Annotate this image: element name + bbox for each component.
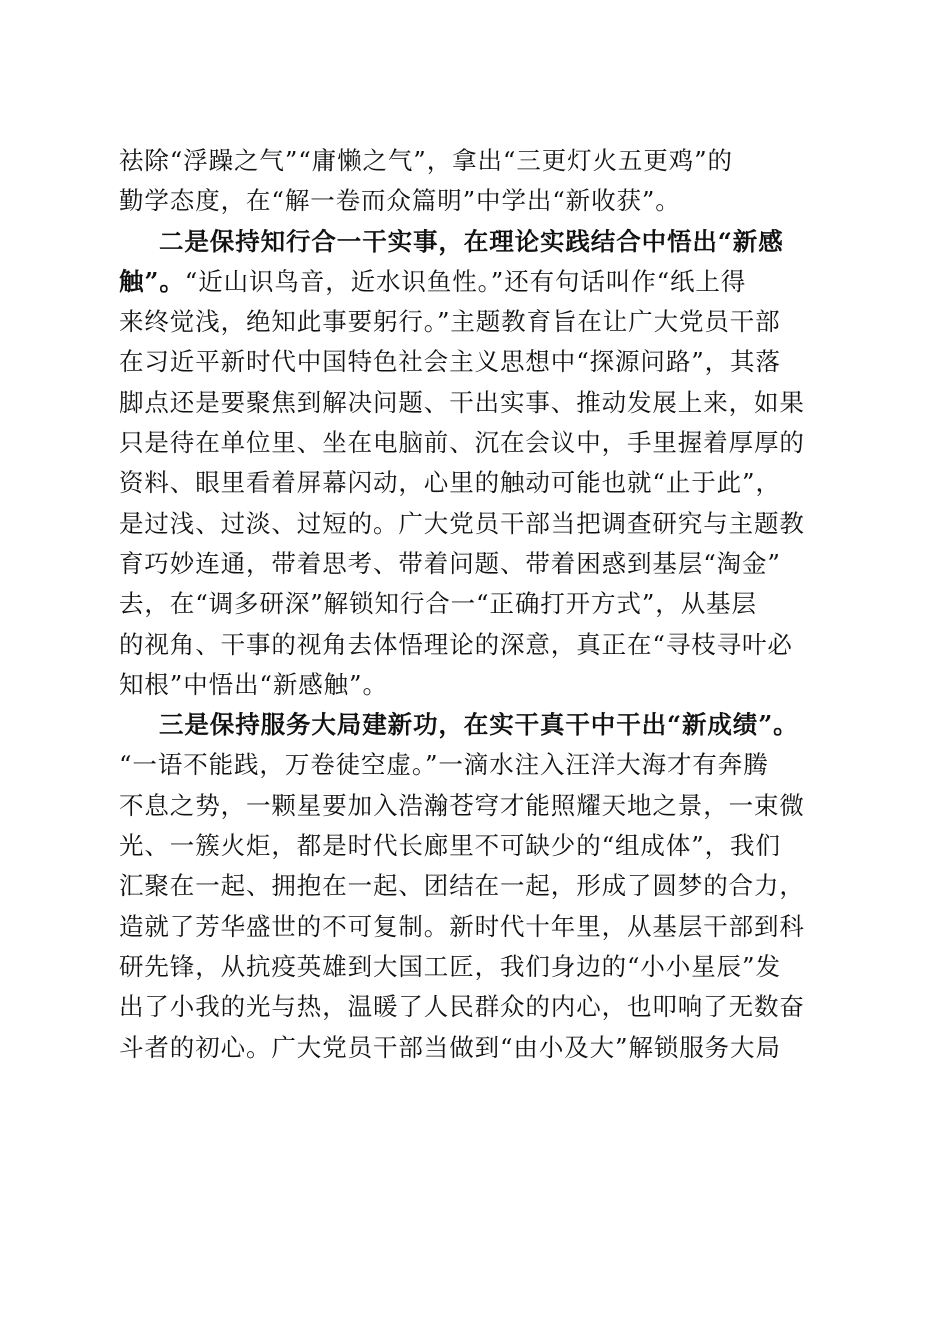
text-line: 出了小我的光与热，温暖了人民群众的内心，也叩响了无数奋 (119, 992, 805, 1022)
text-line: 去，在“调多研深”解锁知行合一“正确打开方式”，从基层 (119, 589, 757, 619)
paragraph-heading: 三是保持服务大局建新功，在实干真干中干出“新成绩”。 (159, 710, 799, 740)
body-text (119, 141, 829, 1068)
text-line: 只是待在单位里、坐在电脑前、沉在会议中，手里握着厚厚的 (119, 428, 805, 458)
text-line: 知根”中悟出“新感触”。 (119, 669, 388, 699)
text-line: 不息之势，一颗星要加入浩瀚苍穹才能照耀天地之景，一束微 (119, 790, 805, 820)
text-line: 斗者的初心。广大党员干部当做到“由小及大”解锁服务大局 (119, 1032, 781, 1062)
paragraph-heading-end: 触”。 (119, 266, 185, 296)
text-line: “一语不能践，万卷徒空虚。”一滴水注入汪洋大海才有奔腾 (119, 750, 769, 780)
text-line: 造就了芳华盛世的不可复制。新时代十年里，从基层干部到科 (119, 911, 805, 941)
text-line: 勤学态度，在“解一卷而众篇明”中学出“新收获”。 (119, 186, 681, 216)
text-line: 研先锋，从抗疫英雄到大国工匠，我们身边的“小小星辰”发 (119, 951, 781, 981)
text-line: 来终觉浅，绝知此事要躬行。”主题教育旨在让广大党员干部 (119, 307, 781, 337)
text-line: 育巧妙连通，带着思考、带着问题、带着困惑到基层“淘金” (119, 548, 781, 578)
text-line: 光、一簇火炬，都是时代长廊里不可缺少的“组成体”，我们 (119, 831, 781, 861)
text-line: 是过浅、过淡、过短的。广大党员干部当把调查研究与主题教 (119, 508, 805, 538)
text-line: 脚点还是要聚焦到解决问题、干出实事、推动发展上来，如果 (119, 387, 805, 417)
text-line: 汇聚在一起、拥抱在一起、团结在一起，形成了圆梦的合力， (119, 871, 805, 901)
text-line: 的视角、干事的视角去体悟理论的深意，真正在“寻枝寻叶必 (119, 629, 793, 659)
text-line: 在习近平新时代中国特色社会主义思想中“探源问路”，其落 (119, 347, 781, 377)
text-line: 祛除“浮躁之气”“庸懒之气”，拿出“三更灯火五更鸡”的 (119, 146, 733, 175)
text-line: 资料、眼里看着屏幕闪动，心里的触动可能也就“止于此”， (119, 468, 781, 498)
text-line-rest: “近山识鸟音，近水识鱼性。”还有句话叫作“纸上得 (184, 266, 747, 296)
text-line (119, 262, 829, 302)
paragraph-heading: 二是保持知行合一干实事，在理论实践结合中悟出“新感 (159, 226, 784, 256)
